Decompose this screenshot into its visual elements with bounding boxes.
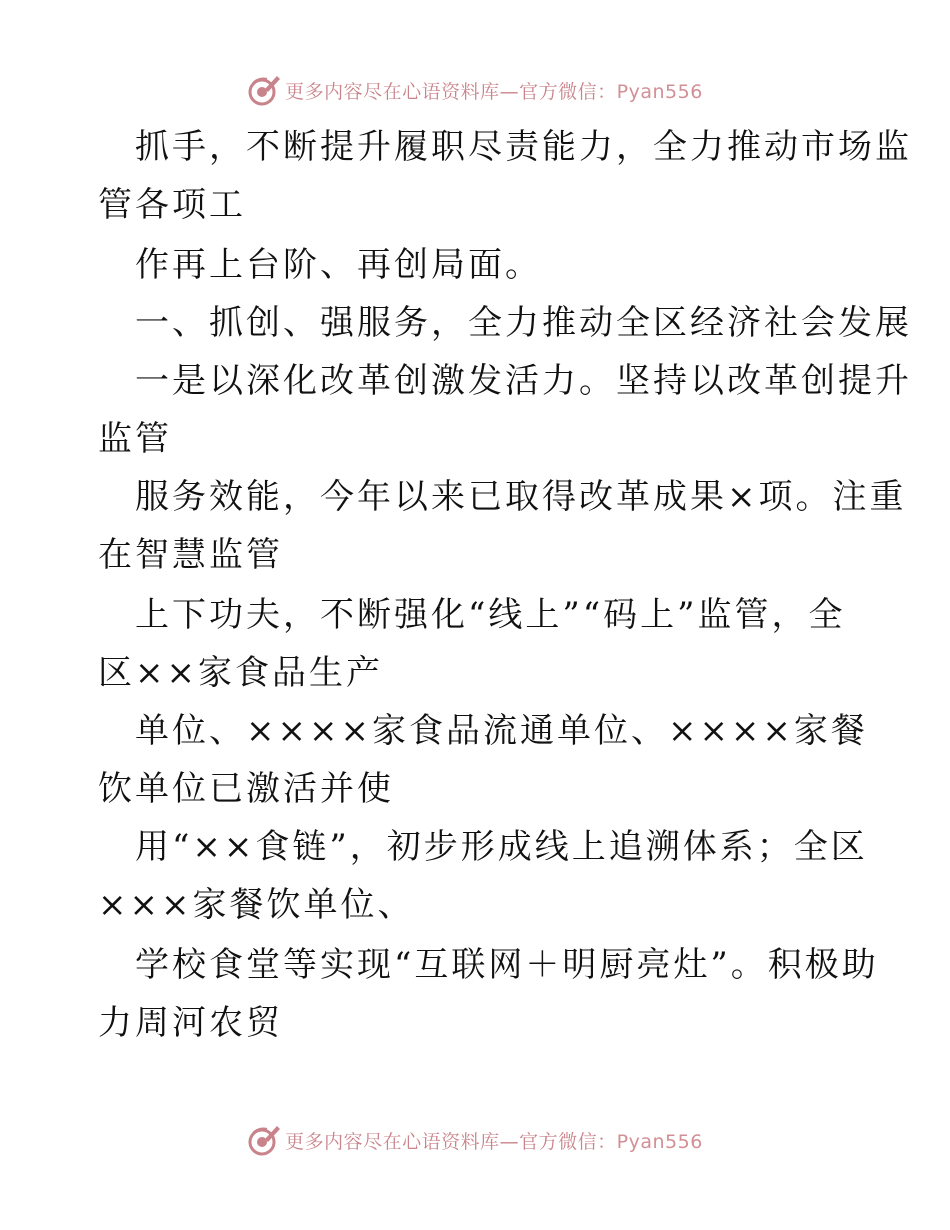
body-line: 饮单位已激活并使	[98, 769, 394, 809]
body-line: 管各项工	[98, 185, 246, 225]
body-line: ×××家餐饮单位、	[98, 885, 415, 925]
body-line: 上下功夫，不断强化“线上”“码上”监管，全	[135, 595, 846, 635]
body-line: 服务效能，今年以来已取得改革成果×项。注重	[135, 477, 907, 517]
body-line: 一、抓创、强服务，全力推动全区经济社会发展	[135, 303, 912, 343]
body-line: 一是以深化改革创激发活力。坚持以改革创提升	[135, 361, 912, 401]
pen-logo-icon	[247, 1123, 281, 1157]
body-line: 在智慧监管	[98, 535, 283, 575]
body-line: 抓手，不断提升履职尽责能力，全力推动市场监	[135, 127, 912, 167]
body-line: 用“××食链”，初步形成线上追溯体系；全区	[135, 827, 868, 867]
body-line: 力周河农贸	[98, 1003, 283, 1043]
body-line: 区××家食品生产	[98, 653, 383, 693]
watermark-handle: Pyan556	[616, 1130, 703, 1153]
watermark-text: 更多内容尽在心语资料库—官方微信：Pyan556	[285, 80, 703, 103]
watermark-handle: Pyan556	[616, 80, 703, 103]
watermark-text: 更多内容尽在心语资料库—官方微信：Pyan556	[285, 1130, 703, 1153]
footer-watermark	[0, 1120, 950, 1160]
body-line: 学校食堂等实现“互联网＋明厨亮灶”。积极助	[135, 945, 879, 985]
body-line: 单位、××××家食品流通单位、××××家餐	[135, 711, 868, 751]
body-line: 监管	[98, 419, 172, 459]
body-line: 作再上台阶、再创局面。	[135, 245, 542, 285]
